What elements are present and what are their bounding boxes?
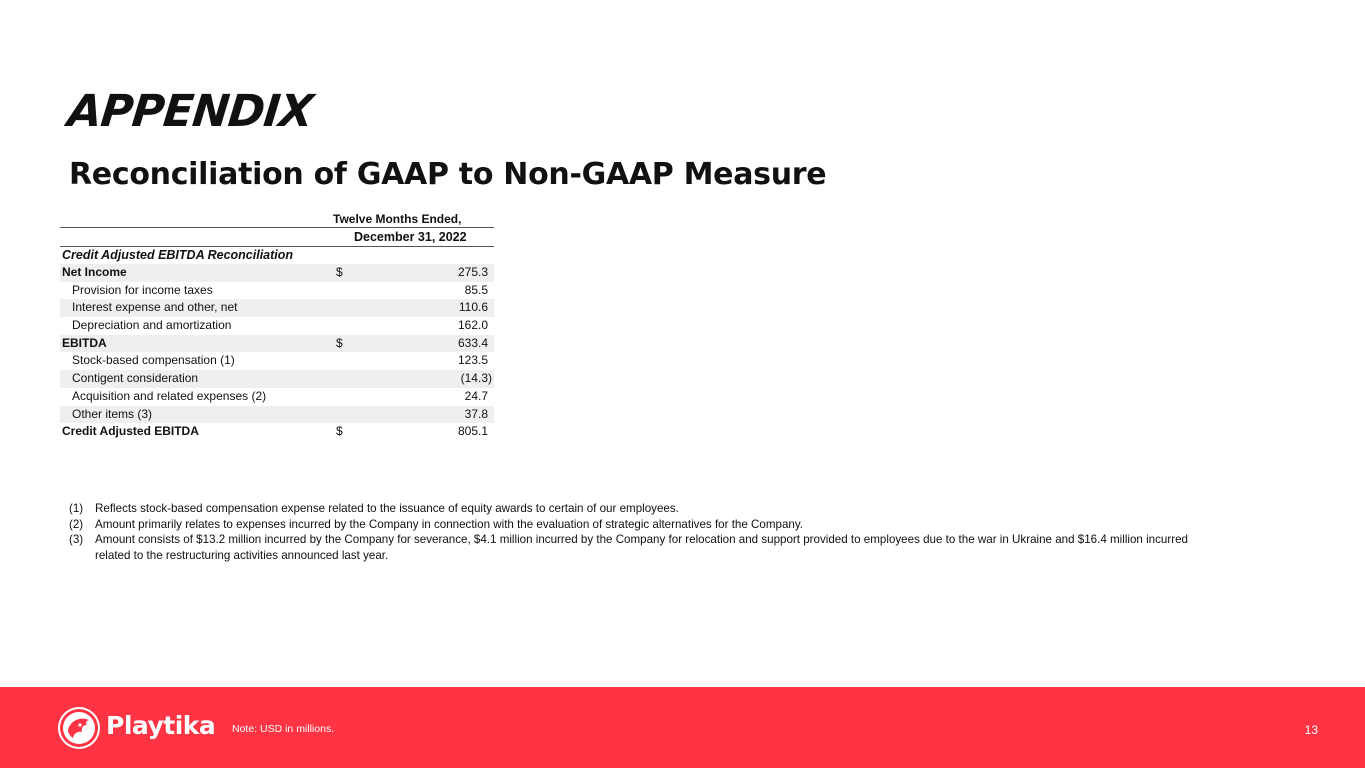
currency-note: Note: USD in millions. [232,723,335,735]
panther-logo-icon [58,707,100,749]
footnotes [69,501,1189,563]
table-row: EBITDA $ 633.4 [60,335,494,353]
table-section-title: Credit Adjusted EBITDA Reconciliation [62,248,294,262]
table-row: Credit Adjusted EBITDA $ 805.1 [62,424,488,439]
footer-bar [0,687,1365,768]
column-header-line2: December 31, 2022 [60,228,494,247]
table-row: Provision for income taxes 85.5 [72,282,488,297]
table-row: Contigent consideration (14.3) [60,370,494,388]
table-row: Interest expense and other, net 110.6 [60,299,494,317]
footnote-item: (2) Amount primarily relates to expenses incurred by the Company in connection with the evaluation of strategic alternatives for the Company. [69,517,804,531]
table-row: Acquisition and related expenses (2) 24.7 [72,388,488,403]
table-row: Stock-based compensation (1) 123.5 [72,353,488,368]
reconciliation-table [60,210,494,441]
brand-name: Playtika [106,711,216,740]
table-row: Other items (3) 37.8 [60,406,494,424]
column-header-line1: Twelve Months Ended, [60,210,494,228]
footnote-item: (1) Reflects stock-based compensation expense related to the issuance of equity awards to certain of our employees. [69,502,679,515]
table-row: Depreciation and amortization 162.0 [72,318,488,333]
footnote-item: (3) Amount consists of $13.2 million incurred by the Company for severance, $4.1 million incurred by the Company for relocation and support provided to employees due to the war in Ukraine and $16.4 million incurred related to the restructuring activities announced last year. [69,533,1188,562]
page-title: APPENDIX [65,86,315,137]
page-subtitle: Reconciliation of GAAP to Non-GAAP Measure [69,157,827,192]
page-number: 13 [1304,723,1318,737]
table-row: Net Income $ 275.3 [60,264,494,282]
